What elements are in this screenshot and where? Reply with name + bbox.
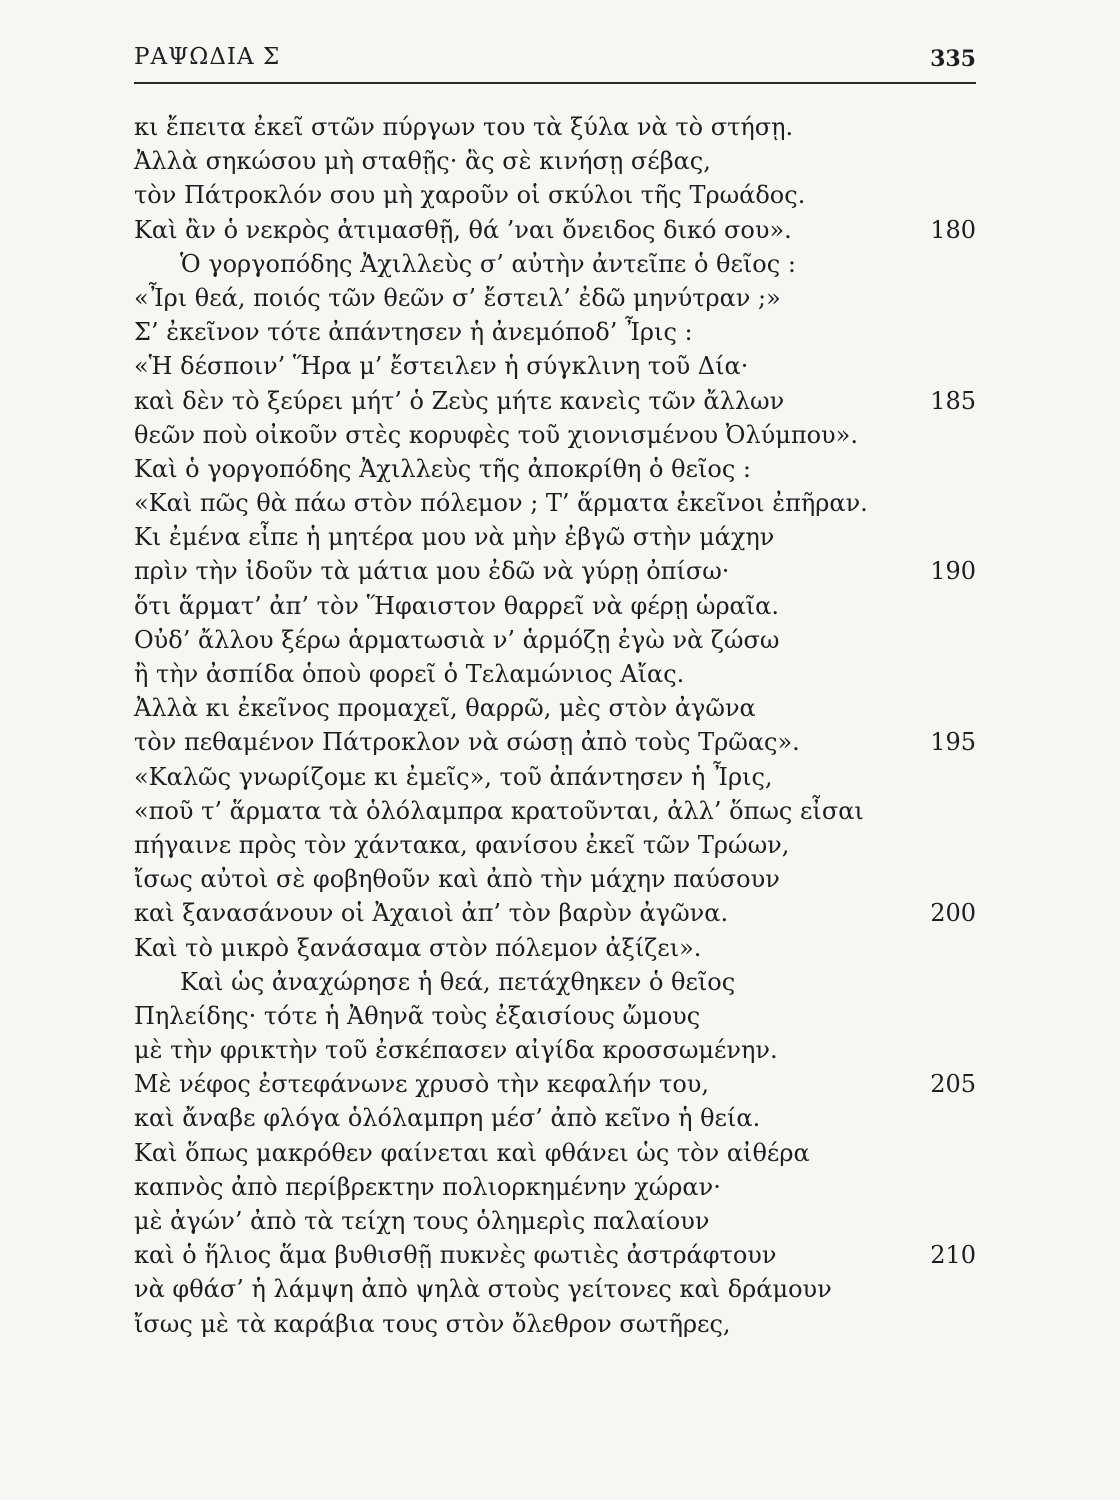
verse-text: Καὶ ὁ γοργοπόδης Ἀχιλλεὺς τῆς ἀποκρίθη ὁ θεῖος : — [134, 454, 751, 483]
verse-line — [134, 315, 976, 349]
verse-line — [134, 452, 976, 486]
verse-text: Σ’ ἐκεῖνον τότε ἀπάντησεν ἡ ἀνεμόποδ’ Ἶρις : — [134, 318, 693, 347]
verse-line — [134, 931, 976, 965]
verse-column — [134, 110, 976, 1341]
verse-line — [134, 623, 976, 657]
verse-line — [134, 589, 976, 623]
verse-line — [134, 1067, 976, 1101]
verse-text: Πηλείδης· τότε ἡ Ἀθηνᾶ τοὺς ἐξαισίους ὤμους — [134, 1001, 701, 1030]
verse-line — [134, 384, 976, 418]
verse-text: καπνὸς ἀπὸ περίβρεκτην πολιορκημένην χώραν· — [134, 1172, 721, 1201]
verse-line — [134, 1033, 976, 1067]
verse-text: νὰ φθάσ’ ἡ λάμψη ἀπὸ ψηλὰ στοὺς γείτονες καὶ δράμουν — [134, 1275, 832, 1304]
verse-text: «Ἡ δέσποιν’ Ἥρα μ’ ἔστειλεν ἡ σύγκλινη τοῦ Δία· — [134, 352, 749, 381]
verse-text: ἴσως μὲ τὰ καράβια τους στὸν ὄλεθρον σωτῆρες, — [134, 1309, 731, 1338]
verse-line — [134, 896, 976, 930]
verse-line — [134, 554, 976, 588]
verse-line — [134, 281, 976, 315]
verse-text: καὶ ξανασάνουν οἱ Ἀχαιοὶ ἀπ’ τὸν βαρὺν ἀγῶνα. — [134, 899, 729, 928]
verse-text: Ἀλλὰ σηκώσου μὴ σταθῇς· ἃς σὲ κινήσῃ σέβας, — [134, 147, 711, 176]
verse-text: ἢ τὴν ἀσπίδα ὁποὺ φορεῖ ὁ Τελαμώνιος Αἴας. — [134, 660, 685, 688]
line-number: 180 — [930, 215, 976, 244]
verse-line — [134, 213, 976, 247]
verse-text: Καὶ ὡς ἀναχώρησε ἡ θεά, πετάχθηκεν ὁ θεῖος — [180, 967, 736, 996]
verse-line — [134, 486, 976, 520]
verse-line — [134, 1272, 976, 1306]
verse-text: «Καλῶς γνωρίζομε κι ἐμεῖς», τοῦ ἀπάντησεν ἡ Ἶρις, — [134, 762, 773, 791]
line-number: 190 — [930, 557, 976, 586]
verse-text: πήγαινε πρὸς τὸν χάντακα, φανίσου ἐκεῖ τῶν Τρώων, — [134, 830, 790, 859]
verse-line — [134, 725, 976, 759]
verse-text: καὶ δὲν τὸ ξεύρει μήτ’ ὁ Ζεὺς μήτε κανεὶς τῶν ἄλλων — [134, 386, 785, 415]
verse-text: μὲ ἀγών’ ἀπὸ τὰ τείχη τους ὁλημερὶς παλαίουν — [134, 1207, 710, 1235]
page-header — [134, 42, 976, 84]
verse-line — [134, 794, 976, 828]
verse-line — [134, 247, 976, 281]
verse-line — [134, 1101, 976, 1135]
verse-text: ὅτι ἅρματ’ ἀπ’ τὸν Ἥφαιστον θαρρεῖ νὰ φέρῃ ὡραῖα. — [134, 591, 779, 620]
verse-line — [134, 1238, 976, 1272]
verse-text: τὸν Πάτροκλόν σου μὴ χαροῦν οἱ σκύλοι τῆς Τρωάδος. — [134, 181, 806, 210]
verse-text: μὲ τὴν φρικτὴν τοῦ ἐσκέπασεν αἰγίδα κροσσωμένην. — [134, 1036, 778, 1065]
verse-text: Οὐδ’ ἄλλου ξέρω ἁρματωσιὰ ν’ ἁρμόζῃ ἐγὼ νὰ ζώσω — [134, 625, 780, 654]
verse-text: Καὶ ἂν ὁ νεκρὸς ἀτιμασθῇ, θά ’ναι ὄνειδος δικό σου». — [134, 215, 792, 244]
verse-text: θεῶν ποὺ οἰκοῦν στὲς κορυφὲς τοῦ χιονισμένου Ὀλύμπου». — [134, 420, 858, 449]
verse-text: Ὁ γοργοπόδης Ἀχιλλεὺς σ’ αὐτὴν ἀντεῖπε ὁ θεῖος : — [180, 249, 796, 278]
verse-line — [134, 828, 976, 862]
verse-text: Κι ἐμένα εἶπε ἡ μητέρα μου νὰ μὴν ἐβγῶ στὴν μάχην — [134, 523, 775, 552]
verse-line — [134, 110, 976, 144]
verse-line — [134, 178, 976, 212]
verse-text: Καὶ ὅπως μακρόθεν φαίνεται καὶ φθάνει ὡς τὸν αἰθέρα — [134, 1138, 810, 1167]
line-number: 200 — [930, 899, 976, 928]
verse-line — [134, 965, 976, 999]
verse-line — [134, 999, 976, 1033]
running-head: ΡΑΨΩΔΙΑ Σ — [134, 44, 281, 70]
verse-line — [134, 1136, 976, 1170]
line-number: 195 — [930, 728, 976, 757]
verse-text: Μὲ νέφος ἐστεφάνωνε χρυσὸ τὴν κεφαλήν του, — [134, 1070, 710, 1099]
verse-text: κι ἔπειτα ἐκεῖ στῶν πύργων του τὰ ξύλα νὰ τὸ στήσῃ. — [134, 113, 794, 141]
verse-text: καὶ ἄναβε φλόγα ὁλόλαμπρη μέσ’ ἀπὸ κεῖνο ἡ θεία. — [134, 1104, 761, 1133]
verse-line — [134, 1307, 976, 1341]
verse-line — [134, 418, 976, 452]
verse-text: πρὶν τὴν ἰδοῦν τὰ μάτια μου ἐδῶ νὰ γύρῃ ὀπίσω· — [134, 557, 730, 586]
verse-text: «ποῦ τ’ ἅρματα τὰ ὁλόλαμπρα κρατοῦνται, ἀλλ’ ὅπως εἶσαι — [134, 796, 864, 825]
verse-line — [134, 520, 976, 554]
verse-text: Καὶ τὸ μικρὸ ξανάσαμα στὸν πόλεμον ἀξίζει». — [134, 933, 702, 962]
page-number: 335 — [930, 46, 976, 72]
line-number: 185 — [930, 386, 976, 415]
line-number: 210 — [930, 1241, 976, 1270]
line-number: 205 — [930, 1070, 976, 1099]
verse-line — [134, 862, 976, 896]
verse-text: «Ἶρι θεά, ποιός τῶν θεῶν σ’ ἔστειλ’ ἐδῶ μηνύτραν ;» — [134, 283, 781, 312]
verse-text: «Καὶ πῶς θὰ πάω στὸν πόλεμον ; Τ’ ἅρματα ἐκεῖνοι ἐπῆραν. — [134, 489, 868, 518]
verse-text: καὶ ὁ ἥλιος ἅμα βυθισθῇ πυκνὲς φωτιὲς ἀστράφτουν — [134, 1241, 777, 1270]
verse-text: ἴσως αὐτοὶ σὲ φοβηθοῦν καὶ ἀπὸ τὴν μάχην παύσουν — [134, 865, 780, 894]
verse-text: Ἀλλὰ κι ἐκεῖνος προμαχεῖ, θαρρῶ, μὲς στὸν ἀγῶνα — [134, 694, 756, 723]
verse-line — [134, 1204, 976, 1238]
verse-line — [134, 144, 976, 178]
verse-line — [134, 691, 976, 725]
verse-line — [134, 760, 976, 794]
verse-line — [134, 657, 976, 691]
verse-text: τὸν πεθαμένον Πάτροκλον νὰ σώσῃ ἀπὸ τοὺς Τρῶας». — [134, 728, 800, 757]
verse-line — [134, 1170, 976, 1204]
verse-line — [134, 349, 976, 383]
